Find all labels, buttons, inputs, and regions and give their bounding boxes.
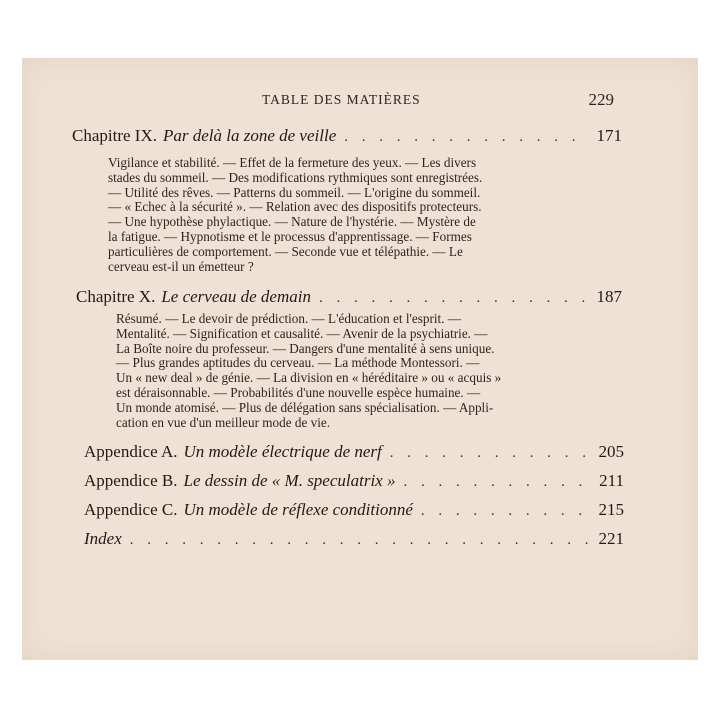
summary-line: Un « new deal » de génie. — La division en « héréditaire » ou « acquis » bbox=[116, 370, 502, 386]
toc-entry-chapter-ix bbox=[72, 126, 622, 146]
appendix-title: Un modèle électrique de nerf bbox=[183, 442, 382, 461]
dot-leader bbox=[421, 503, 589, 520]
summary-line: La Boîte noire du professeur. — Dangers d'une mentalité à sens unique. bbox=[116, 340, 495, 356]
toc-entry-chapter-x bbox=[76, 287, 622, 307]
chapter-x-summary bbox=[116, 312, 614, 430]
summary-line: Vigilance et stabilité. — Effet de la fermeture des yeux. — Les divers bbox=[108, 155, 477, 170]
page-number: 229 bbox=[588, 90, 614, 109]
summary-line: cerveau est-il un émetteur ? bbox=[108, 258, 254, 274]
page-header bbox=[22, 92, 698, 112]
appendix-label: Appendice C. bbox=[84, 500, 178, 519]
summary-line: stades du sommeil. — Des modifications rythmiques sont enregistrées. bbox=[108, 169, 483, 185]
summary-line: — « Echec à la sécurité ». — Relation avec des dispositifs protecteurs. bbox=[108, 199, 482, 215]
dot-leader bbox=[344, 129, 586, 146]
toc-entry-appendix-c bbox=[84, 500, 624, 520]
appendix-page: 211 bbox=[599, 471, 624, 490]
index-page: 221 bbox=[598, 529, 624, 548]
index-title: Index bbox=[84, 529, 122, 548]
chapter-label: Chapitre X. bbox=[76, 287, 156, 306]
appendix-title: Un modèle de réflexe conditionné bbox=[183, 500, 413, 519]
summary-line: est déraisonnable. — Probabilités d'une nouvelle espèce humaine. — bbox=[116, 384, 481, 400]
summary-line: Un monde atomisé. — Plus de délégation sans spécialisation. — Appli- bbox=[116, 399, 494, 415]
toc-entry-appendix-a bbox=[84, 442, 624, 462]
dot-leader bbox=[130, 532, 589, 549]
dot-leader bbox=[403, 474, 589, 491]
summary-line: particulières de comportement. — Seconde vue et télépathie. — Le bbox=[108, 243, 463, 259]
summary-line: — Plus grandes aptitudes du cerveau. — La méthode Montessori. — bbox=[116, 355, 480, 371]
running-head: TABLE DES MATIÈRES bbox=[262, 92, 421, 107]
chapter-title: Le cerveau de demain bbox=[161, 287, 311, 306]
summary-line: — Une hypothèse phylactique. — Nature de l'hystérie. — Mystère de bbox=[108, 214, 476, 230]
chapter-title: Par delà la zone de veille bbox=[162, 126, 337, 145]
toc-entry-appendix-b bbox=[84, 471, 624, 491]
dot-leader bbox=[390, 445, 589, 462]
appendix-label: Appendice A. bbox=[84, 442, 178, 461]
chapter-page: 171 bbox=[596, 126, 622, 145]
appendix-page: 215 bbox=[598, 500, 624, 519]
dot-leader bbox=[319, 290, 587, 307]
summary-line: — Utilité des rêves. — Patterns du sommeil. — L'origine du sommeil. bbox=[108, 184, 481, 200]
chapter-ix-summary bbox=[108, 156, 612, 274]
appendix-label: Appendice B. bbox=[84, 471, 178, 490]
book-page bbox=[22, 58, 698, 660]
summary-line: cation en vue d'un meilleur mode de vie. bbox=[116, 414, 331, 430]
appendix-page: 205 bbox=[598, 442, 624, 461]
summary-line: la fatigue. — Hypnotisme et le processus d'apprentissage. — Formes bbox=[108, 228, 472, 244]
toc-entry-index bbox=[84, 529, 624, 549]
chapter-label: Chapitre IX. bbox=[72, 126, 157, 145]
chapter-page: 187 bbox=[596, 287, 622, 306]
summary-line: Résumé. — Le devoir de prédiction. — L'éducation et l'esprit. — bbox=[116, 311, 461, 326]
appendix-title: Le dessin de « M. speculatrix » bbox=[183, 471, 396, 490]
summary-line: Mentalité. — Signification et causalité. — Avenir de la psychiatrie. — bbox=[116, 325, 488, 341]
